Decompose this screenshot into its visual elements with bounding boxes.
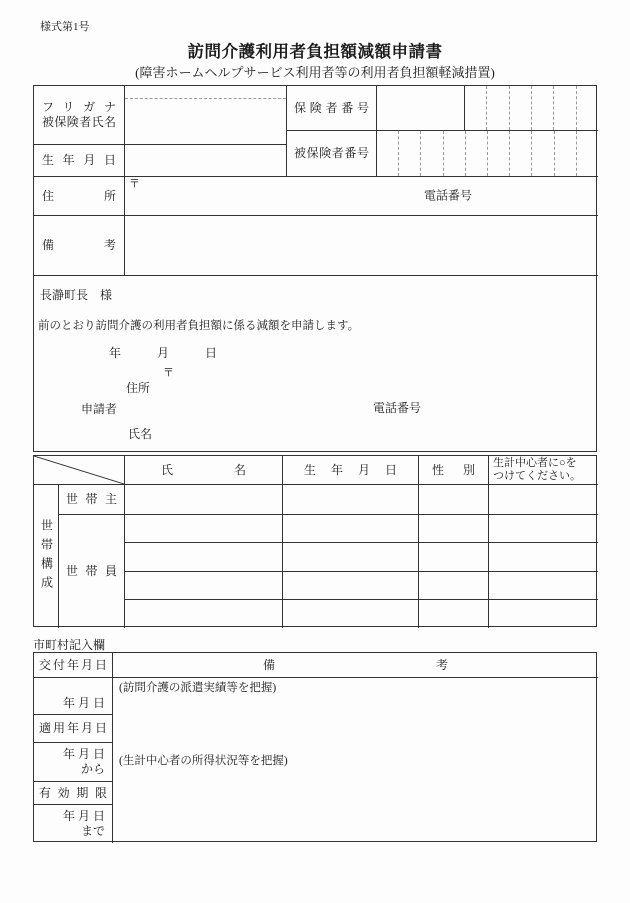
application-date-entry-cell <box>34 743 113 782</box>
phone-label: 電話番号 <box>424 188 473 203</box>
row5-name-cell <box>125 600 283 628</box>
digit-box <box>465 86 486 130</box>
insurer-number-label: 保険者番号 <box>294 100 369 115</box>
household-member-label: 世帯員 <box>66 564 117 578</box>
row3-sex-cell <box>419 543 489 572</box>
application-date-label-cell <box>34 715 113 743</box>
validity-label: 有効期限 <box>39 785 107 800</box>
sex-header-cell <box>419 456 489 485</box>
statement-phone-label: 電話番号 <box>373 401 422 415</box>
birth-date-label: 生年月日 <box>42 153 116 167</box>
household-head-label: 世帯主 <box>66 492 117 506</box>
statement-body: 前のとおり訪問介護の利用者負担額に係る減額を申請します。 <box>38 320 360 332</box>
municipal-remarks-header: 備 考 <box>263 657 448 672</box>
row3-mark-cell <box>489 543 598 572</box>
application-date-label: 適用年月日 <box>39 721 107 735</box>
statement-address-label: 住所 <box>126 381 151 395</box>
row2-sex-cell <box>419 515 489 543</box>
note-dispatch: (訪問介護の派遣実績等を把握) <box>119 682 277 694</box>
row5-mark-cell <box>489 600 598 628</box>
insurer-number-boxes <box>377 86 598 131</box>
insured-name-label: 被保険者氏名 <box>42 115 116 129</box>
form-title: 訪問介護利用者負担額減額申請書 <box>187 42 443 61</box>
name-input-cell <box>125 86 287 145</box>
name-header-cell <box>125 456 283 485</box>
statement-postal-mark: 〒 <box>163 367 174 379</box>
insurer-number-label-cell <box>287 86 377 131</box>
statement-applicant-label: 申請者 <box>81 402 118 416</box>
from-label: から <box>80 762 105 776</box>
until-label: まで <box>80 824 105 838</box>
digit-box <box>420 131 442 176</box>
municipal-table <box>33 652 597 842</box>
note-income: (生計中心者の所得状況等を把握) <box>119 755 288 767</box>
sex-header: 性別 <box>432 462 475 477</box>
row4-name-cell <box>125 572 283 600</box>
municipal-remarks-header-cell <box>113 653 598 678</box>
breadwinner-note-line2: つけてください。 <box>493 470 581 482</box>
digit-box <box>531 131 553 176</box>
municipal-remarks-area <box>113 678 598 843</box>
digit-box <box>377 131 398 176</box>
row1-name-cell <box>125 485 283 515</box>
row2-birth-cell <box>283 515 419 543</box>
row5-sex-cell <box>419 600 489 628</box>
address-label-cell <box>34 177 125 216</box>
municipal-section-title: 市町村記入欄 <box>33 638 106 652</box>
household-member-cell <box>59 515 125 628</box>
household-head-cell <box>59 485 125 515</box>
issue-date-label: 交付年月日 <box>39 657 107 672</box>
household-group-cell <box>34 485 59 628</box>
row5-birth-cell <box>283 600 419 628</box>
address-input-cell <box>125 177 598 216</box>
row3-birth-cell <box>283 543 419 572</box>
insured-number-boxes <box>377 131 598 177</box>
diagonal-line <box>34 456 124 484</box>
name-header: 氏名 <box>161 462 246 477</box>
household-group-label: 世帯構成 <box>39 518 54 595</box>
row4-birth-cell <box>283 572 419 600</box>
insured-digit-cells <box>377 131 598 176</box>
postal-mark: 〒 <box>129 178 140 190</box>
addressee: 長瀞町長 様 <box>40 288 113 302</box>
digit-box <box>398 131 420 176</box>
digit-box <box>443 131 465 176</box>
remarks-label: 備考 <box>42 238 116 252</box>
issue-date-header-cell <box>34 653 113 678</box>
digit-box <box>576 86 598 130</box>
statement-date-line: 年 月 日 <box>109 346 218 360</box>
validity-entry-cell <box>34 805 113 843</box>
row4-sex-cell <box>419 572 489 600</box>
row1-sex-cell <box>419 485 489 515</box>
validity-ymd: 年 月 日 <box>62 809 105 823</box>
digit-box <box>531 86 553 130</box>
issue-date-ymd: 年 月 日 <box>62 696 105 710</box>
form-subtitle: (障害ホームヘルプサービス利用者等の利用者負担額軽減措置) <box>135 65 495 80</box>
statement-area <box>34 276 598 453</box>
furigana-divider <box>125 98 286 99</box>
application-date-ymd: 年 月 日 <box>62 747 105 761</box>
insurer-digit-cells <box>464 86 598 130</box>
digit-box <box>509 131 531 176</box>
validity-label-cell <box>34 782 113 805</box>
digit-box <box>509 86 531 130</box>
insured-number-label-cell <box>287 131 377 177</box>
digit-box <box>553 86 575 130</box>
row1-mark-cell <box>489 485 598 515</box>
name-label-cell <box>34 86 125 145</box>
digit-box <box>576 131 598 176</box>
address-label: 住所 <box>42 188 116 203</box>
remarks-label-cell <box>34 216 125 276</box>
row1-birth-cell <box>283 485 419 515</box>
digit-box <box>486 86 508 130</box>
digit-box <box>465 131 487 176</box>
remarks-input-cell <box>125 216 598 276</box>
breadwinner-note-cell <box>489 456 598 485</box>
digit-box <box>487 131 509 176</box>
row4-mark-cell <box>489 572 598 600</box>
row2-name-cell <box>125 515 283 543</box>
birth-date-header-cell <box>283 456 419 485</box>
statement-name-label: 氏名 <box>128 427 153 441</box>
applicant-box <box>33 85 597 452</box>
row3-name-cell <box>125 543 283 572</box>
birth-date-input-cell <box>125 145 287 177</box>
birth-date-header: 生年月日 <box>304 462 397 477</box>
form-number: 様式第1号 <box>40 21 90 33</box>
furigana-label: フリガナ <box>42 100 116 114</box>
household-table <box>33 455 597 627</box>
birth-date-label-cell <box>34 145 125 177</box>
digit-box <box>554 131 576 176</box>
breadwinner-note-line1: 生計中心者に○を <box>493 457 577 469</box>
issue-date-entry-cell <box>34 678 113 715</box>
diagonal-cell <box>34 456 125 485</box>
insured-number-label: 被保険者番号 <box>294 146 369 160</box>
row2-mark-cell <box>489 515 598 543</box>
